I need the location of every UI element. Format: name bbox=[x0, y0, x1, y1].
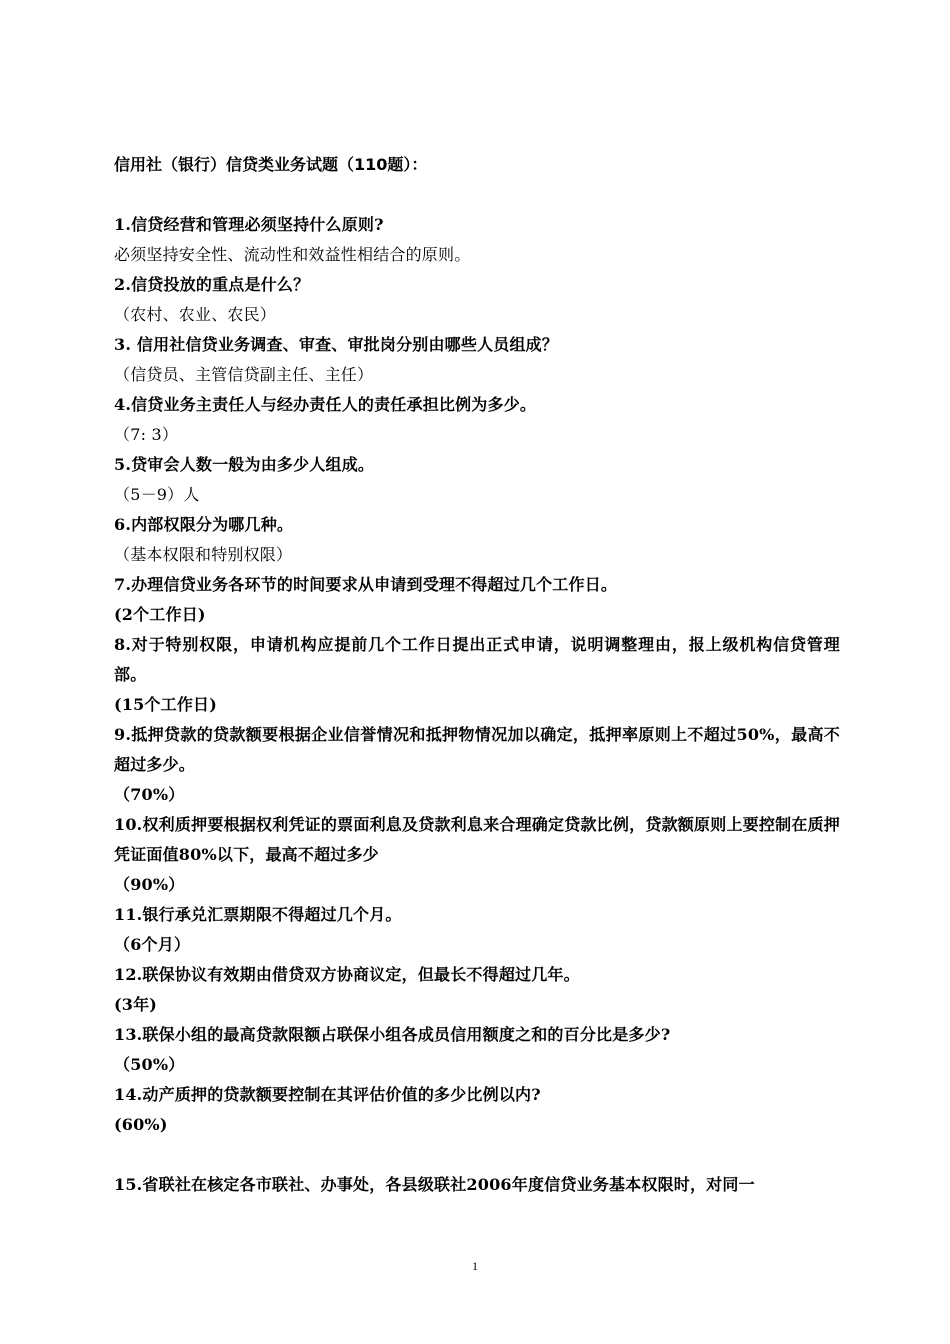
question-line: 8.对于特别权限，申请机构应提前几个工作日提出正式申请，说明调整理由，报上级机构信贷管理部。 bbox=[114, 635, 840, 684]
answer-line: (60%) bbox=[114, 1115, 168, 1134]
answer-line: （70%） bbox=[114, 785, 185, 804]
answer-line: （7: 3） bbox=[114, 425, 179, 444]
question-line: 4.信贷业务主责任人与经办责任人的责任承担比例为多少。 bbox=[114, 395, 537, 414]
answer-line: （50%） bbox=[114, 1055, 185, 1074]
question-line: 2.信贷投放的重点是什么？ bbox=[114, 275, 310, 294]
answer-line: （6个月） bbox=[114, 935, 191, 954]
answer-line: (3年) bbox=[114, 995, 158, 1014]
question-line: 9.抵押贷款的贷款额要根据企业信誉情况和抵押物情况加以确定，抵押率原则上不超过50%，最高不超过多少。 bbox=[114, 725, 840, 774]
question-line: 1.信贷经营和管理必须坚持什么原则? bbox=[114, 215, 384, 234]
document-title: 信用社（银行）信贷类业务试题（110题）： bbox=[114, 155, 428, 174]
question-line: 12.联保协议有效期由借贷双方协商议定，但最长不得超过几年。 bbox=[114, 965, 580, 984]
answer-line: （5－9）人 bbox=[114, 485, 200, 504]
question-line: 10.权利质押要根据权利凭证的票面利息及贷款利息来合理确定贷款比例，贷款额原则上要控制在质押凭证面值80%以下，最高不超过多少 bbox=[114, 815, 840, 864]
answer-line: (2个工作日) bbox=[114, 605, 206, 624]
answer-line: 必须坚持安全性、流动性和效益性相结合的原则。 bbox=[114, 245, 471, 264]
answer-line: （90%） bbox=[114, 875, 185, 894]
answer-line: (15个工作日) bbox=[114, 695, 218, 714]
answer-line: （信贷员、主管信贷副主任、主任） bbox=[114, 365, 374, 384]
question-line: 11.银行承兑汇票期限不得超过几个月。 bbox=[114, 905, 402, 924]
answer-line: （基本权限和特别权限） bbox=[114, 545, 293, 564]
question-line: 7.办理信贷业务各环节的时间要求从申请到受理不得超过几个工作日。 bbox=[114, 575, 618, 594]
page-number: 1 bbox=[472, 1259, 478, 1273]
blank-line bbox=[114, 1140, 840, 1170]
document-body bbox=[114, 150, 840, 1200]
question-line: 15.省联社在核定各市联社、办事处，各县级联社2006年度信贷业务基本权限时，对同一 bbox=[114, 1175, 755, 1194]
question-line: 3. 信用社信贷业务调查、审查、审批岗分别由哪些人员组成？ bbox=[114, 335, 559, 354]
question-line: 5.贷审会人数一般为由多少人组成。 bbox=[114, 455, 375, 474]
question-line: 6.内部权限分为哪几种。 bbox=[114, 515, 294, 534]
answer-line: （农村、农业、农民） bbox=[114, 305, 277, 324]
question-line: 14.动产质押的贷款额要控制在其评估价值的多少比例以内? bbox=[114, 1085, 541, 1104]
question-line: 13.联保小组的最高贷款限额占联保小组各成员信用额度之和的百分比是多少? bbox=[114, 1025, 671, 1044]
question-list bbox=[114, 210, 840, 1200]
